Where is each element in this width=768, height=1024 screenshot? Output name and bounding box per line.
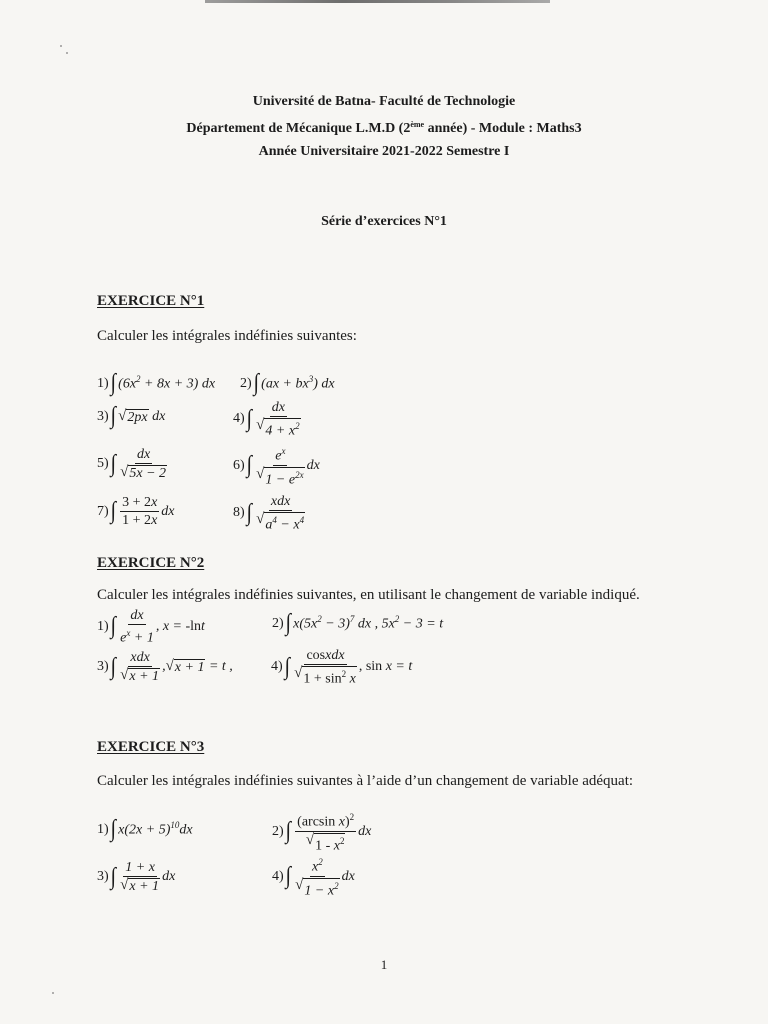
exercise-2-instruction: Calculer les intégrales indéfinies suivantes, en utilisant le changement de variable indiqué.: [97, 587, 640, 603]
scan-speck: [66, 52, 68, 54]
exercise-1-instruction: Calculer les intégrales indéfinies suivantes:: [97, 328, 357, 344]
ex2-integral-3: 3) ∫ xdx √ x + 1 , √ x + 1 = t ,: [97, 650, 233, 684]
scan-speck: [52, 992, 54, 994]
ex1-integral-4: 4) ∫ dx √ $4 + x^2$: [233, 400, 300, 439]
exercise-3-instruction: Calculer les intégrales indéfinies suivantes à l’aide d’un changement de variable adéquat:: [97, 773, 634, 789]
ex3-integral-2: 2) ∫ (arcsin x)$^2$ √ $1 - x^2$ dx: [272, 812, 372, 854]
header-university: Université de Batna- Faculté de Technologie: [252, 94, 516, 109]
ex2-integral-4: 4) ∫ cosxdx √ $1 + \sin^2 x$ , sin x = t: [271, 648, 413, 687]
scan-top-edge: [205, 0, 550, 3]
ex1-integral-3: 3) ∫ √ 2px dx: [97, 402, 166, 430]
scan-speck: [60, 45, 62, 47]
series-title: Série d’exercices N°1: [321, 214, 447, 229]
ex3-integral-4: 4) ∫ $x^2$ √ $1 - x^2$ dx: [272, 857, 355, 899]
ex1-integral-5: 5) ∫ dx √ 5x − 2: [97, 447, 167, 481]
exercise-3-title: EXERCICE N°3: [97, 739, 205, 755]
document-header: [0, 90, 768, 163]
ex2-integral-2: 2) ∫ $x(5x^2 - 3)^7$ dx , $5x^2 - 3 = t$: [272, 609, 444, 637]
header-department: Département de Mécanique L.M.D (2ème année) - Module : Maths3: [186, 120, 582, 136]
ex3-integral-3: 3) ∫ 1 + x √ x + 1 dx: [97, 860, 176, 894]
ex1-integral-1: 1) ∫ $(6x^2 + 8x + 3)$ dx: [97, 369, 216, 397]
exercise-2-title: EXERCICE N°2: [97, 555, 205, 571]
exercise-1-title: EXERCICE N°1: [97, 293, 205, 309]
ex1-integral-2: 2) ∫ $(ax + bx^3)$ dx: [240, 369, 335, 397]
ex1-integral-6: 6) ∫ $e^x$ √ $1 - e^{2x}$ dx: [233, 446, 320, 488]
ex3-integral-1: 1) ∫ $x(2x + 5)^{10}dx$: [97, 815, 193, 843]
page-number: 1: [380, 957, 388, 972]
header-year: Année Universitaire 2021-2022 Semestre I: [258, 144, 510, 159]
ex1-integral-7: 7) ∫ $\frac{3 + 2x}{1 + 2x}$ dx: [97, 495, 175, 528]
ex1-integral-8: 8) ∫ xdx √ $a^4 - x^4$: [233, 494, 305, 533]
ex2-integral-1: 1) ∫ $\frac{dx}{e^x + 1}$ , x = - ln t: [97, 608, 205, 646]
